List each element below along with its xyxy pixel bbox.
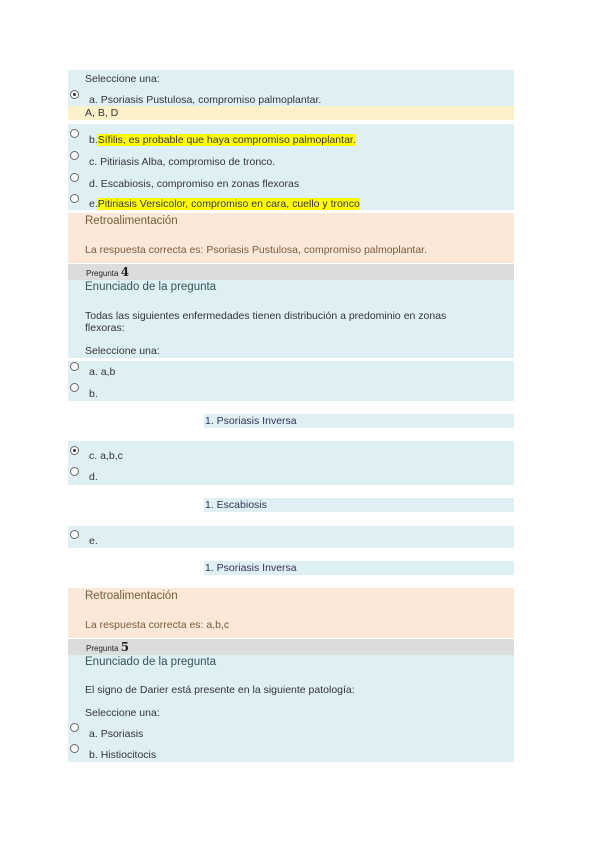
q3-option-a-radio[interactable] bbox=[70, 90, 79, 99]
q5-option-a[interactable]: a. Psoriasis bbox=[89, 728, 144, 740]
q3-option-e-radio[interactable] bbox=[70, 194, 79, 203]
q4-subitem-1: 1. Psoriasis Inversa bbox=[205, 415, 297, 427]
q4-option-c[interactable]: c. a,b,c bbox=[89, 450, 123, 462]
q3-option-c-radio[interactable] bbox=[70, 151, 79, 160]
q5-label: Pregunta 5 bbox=[86, 640, 130, 654]
q4-option-d[interactable]: d. bbox=[89, 471, 98, 483]
q4-subitem-2: 1. Escabiosis bbox=[205, 499, 267, 511]
q5-heading: Enunciado de la pregunta bbox=[85, 656, 217, 668]
q3-option-b-radio[interactable] bbox=[70, 129, 79, 138]
q4-text-line2: flexoras: bbox=[85, 322, 125, 334]
q4-option-e-radio[interactable] bbox=[70, 530, 79, 539]
q5-header bbox=[68, 639, 514, 655]
q5-option-b-radio[interactable] bbox=[70, 744, 79, 753]
q4-option-a[interactable]: a. a,b bbox=[89, 366, 116, 378]
q4-options-ab-block bbox=[68, 361, 514, 401]
q4-option-e-block bbox=[68, 526, 514, 548]
q4-feedback-text: La respuesta correcta es: a,b,c bbox=[85, 619, 230, 631]
q4-label: Pregunta 4 bbox=[86, 265, 130, 279]
q3-note-block bbox=[68, 106, 514, 120]
q3-option-d[interactable]: d. Escabiosis, compromiso en zonas flexoras bbox=[89, 178, 300, 190]
q4-option-e[interactable]: e. bbox=[89, 535, 98, 547]
q4-option-c-radio[interactable] bbox=[70, 446, 79, 455]
q3-option-d-radio[interactable] bbox=[70, 173, 79, 182]
q3-note: A, B, D bbox=[85, 107, 119, 119]
q4-select-label: Seleccione una: bbox=[85, 345, 160, 357]
q4-number: 4 bbox=[120, 265, 130, 279]
q4-option-d-radio[interactable] bbox=[70, 467, 79, 476]
q5-select-label: Seleccione una: bbox=[85, 707, 160, 719]
q3-feedback-title: Retroalimentación bbox=[85, 215, 178, 227]
q4-option-a-radio[interactable] bbox=[70, 362, 79, 371]
q3-feedback-text: La respuesta correcta es: Psoriasis Pustulosa, compromiso palmoplantar. bbox=[85, 244, 427, 256]
q3-option-c[interactable]: c. Pitiriasis Alba, compromiso de tronco. bbox=[89, 156, 276, 168]
q5-number: 5 bbox=[120, 640, 130, 654]
q4-option-b[interactable]: b. bbox=[89, 388, 98, 400]
q4-option-b-radio[interactable] bbox=[70, 383, 79, 392]
q4-heading: Enunciado de la pregunta bbox=[85, 281, 217, 293]
q4-options-cd-block bbox=[68, 441, 514, 485]
q4-text-line1: Todas las siguientes enfermedades tienen distribución a predominio en zonas bbox=[85, 310, 447, 322]
q5-option-a-radio[interactable] bbox=[70, 723, 79, 732]
q3-select-label: Seleccione una: bbox=[85, 73, 160, 85]
q5-text: El signo de Darier está presente en la siguiente patología: bbox=[85, 684, 355, 696]
q5-option-b[interactable]: b. Histiocitocis bbox=[89, 749, 157, 761]
q4-header bbox=[68, 264, 514, 280]
q4-subitem-3: 1. Psoriasis Inversa bbox=[205, 562, 297, 574]
q3-option-e[interactable]: e.Pitiriasis Versicolor, compromiso en cara, cuello y tronco bbox=[89, 198, 360, 210]
q3-option-a[interactable]: a. Psoriasis Pustulosa, compromiso palmoplantar. bbox=[89, 94, 322, 106]
q3-option-b[interactable]: b.Sífilis, es probable que haya compromiso palmoplantar. bbox=[89, 134, 356, 146]
q4-feedback-title: Retroalimentación bbox=[85, 590, 178, 602]
